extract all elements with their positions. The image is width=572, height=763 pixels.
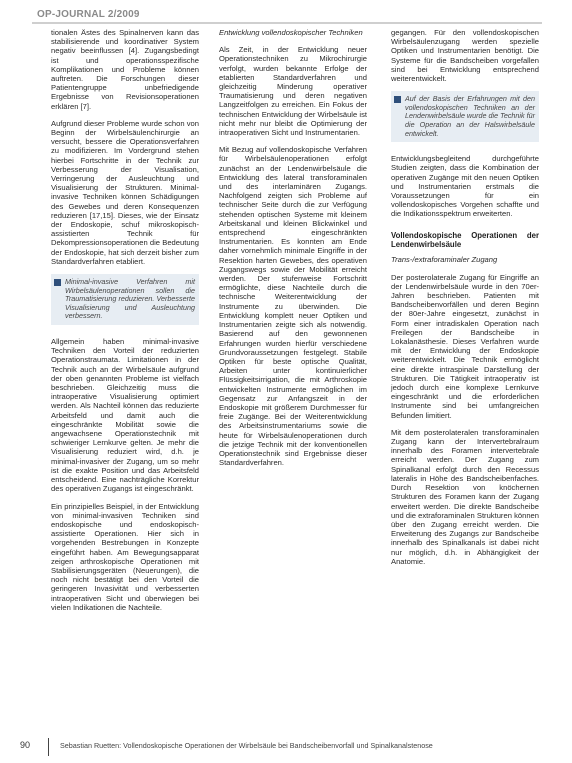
section-subheading: Trans-/extraforaminaler Zugang	[391, 255, 498, 265]
paragraph: tionalen Ästes des Spinalnerven kann das stabilisierende und koordinativer System negativ beeinflussen [4]. Zugangsbedingt ist und operationsspezifische Komplikationen und Probleme können auftreten. Die Forschungen dieser Patientengruppe unbefriedigende Ergebnisse von Revisionsoperationen erklären [7].	[51, 28, 199, 111]
journal-title: OP-JOURNAL 2/2009	[37, 9, 140, 20]
paragraph: Mit Bezug auf vollendoskopische Verfahren für Wirbelsäulenoperationen erfolgt zunächst an der Lendenwirbelsäule die Entwicklung des lateral transforaminalen und des interlaminären Zugangs. Nachfolgend zeigten sich Probleme auf technischer Seite durch die zur Verfügung stehenden optischen Systeme mit kleinem Arbeitskanal und kleinen Blickwinkel und entsprechend eingeschränkten Instrumentarien. Es konnten am Ende daher vornehmlich minimale Eingriffe in der Resektion harten Gewebes, des operativen Zugangswegs sowie der Mobilität erreicht werden. Der stufenweise Fortschritt ermöglichte, diese Nachteile durch die technische Weiterentwicklung der Instrumente zu überwinden. Die Entwicklung komplett neuer Optiken und Instrumentarien zeigte sich als notwendig. Basierend auf den gewonnenen Erfahrungen wurden hierfür verschiedene Grundvoraussetzungen festgelegt. Stabile Optiken für beste optische Qualität, Arbeiten unter kontinuierlicher Flüssigkeitsirrigation, die mit Arthroskopie entwickelten Instrumente ermöglichen im Gegensatz zur Anfangszeit in der Endoskopie mit größerem Durchmesser für freie Zugänge. Bei der Weiterentwicklung des Arbeitsinstrumentariums sowie die heute für Wirbelsäulenoperationen durch die jetzige Technik mit der konventionellen Operationstechnik sind Ergebnisse dieser Standardverfahren.	[219, 145, 367, 468]
callout-box	[391, 91, 539, 142]
header-rule	[32, 22, 542, 24]
section-heading: Vollendoskopische Operationen der Lendenwirbelsäule	[391, 230, 539, 250]
paragraph: Der posterolaterale Zugang für Eingriffe an der Lendenwirbelsäule wurde in den 70er-Jahren beschrieben. Patienten mit Bandscheibenvorfällen und deren Beginn der 80er-Jahre eingesetzt, zunächst in Form einer intradiskalen Operation nach Freilegen der Bandscheibe in Lokalanästhesie. Dieses Verfahren wurde mit der Entwicklung der Endoskopie weiterentwickelt. Die Technik ermöglicht eine direkte intraspinale Darstellung der Strukturen. Die Tätigkeit intraoperativ ist jedoch durch eine komplexe Lernkurve eingeschränkt und die erforderlichen Instrumente sind bei umfangreichen Befunden limitiert.	[391, 272, 539, 420]
square-bullet-icon	[394, 96, 401, 103]
section-subheading: Entwicklung vollendoskopischer Techniken	[219, 28, 363, 37]
paragraph: Aufgrund dieser Probleme wurde schon von Beginn der Wirbelsäulenchirurgie an versucht, bessere die Operationsverfahren zu modifizieren. Im Vordergrund stehen hierbei Fortschritte in der Technik zur Verbesserung der Visualisation, Verringerung der Ausleuchtung und Visualisierung der Strukturen. Minimal-invasive Techniken können Schädigungen des Gewebes und deren Konsequenzen reduzieren [17,15]. Dieses, wie der Einsatz der Endoskopie, schuf mikroskopisch-assistierten Technik für Dekompressionsoperationen die Bedeutung der Endoskopie, hat sich derzeit bisher zum Standardverfahren etabliert.	[51, 118, 199, 266]
footer-caption: Sebastian Ruetten: Vollendoskopische Operationen der Wirbelsäule bei Bandscheibenvorfall und Spinalkanalstenose	[60, 741, 433, 750]
column-3	[391, 28, 539, 574]
callout-text: Minimal-invasive Verfahren mit Wirbelsäulenoperationen sollen die Traumatisierung reduzieren. Verbesserte Visualisierung und Ausleuchtung verbessern.	[65, 277, 195, 321]
page-header	[32, 5, 542, 19]
callout-text: Auf der Basis der Erfahrungen mit den vollendoskopischen Techniken an der Lendenwirbelsäule wurde die Technik für die Operation an der Halswirbelsäule entwickelt.	[405, 94, 535, 138]
paragraph: gegangen. Für den vollendoskopischen Wirbelsäulenzugang werden spezielle Optiken und Instrumentarien benötigt. Die Systeme für die Bandscheiben vorgefallen sind bei Entwicklung entsprechend weiterentwickelt.	[391, 28, 539, 84]
page-number: 90	[20, 740, 31, 750]
callout-box	[51, 274, 199, 325]
square-bullet-icon	[54, 279, 61, 286]
column-2	[219, 28, 367, 475]
column-1	[51, 28, 199, 620]
paragraph: Mit dem posterolateralen transforaminalen Zugang kann der Intervertebralraum innerhalb des Foramen intervertebrale erreicht werden. Der Zugang zum Spinalkanal erfolgt durch den Recessus lateralis in Höhe des Bandscheibenfaches. Durch Resektion von knöchernen Strukturen des Foramen kann der Zugang erweitert werden. Die direkte Bandscheibe und die extraforaminalen Strukturen können über den Zugang erreicht werden. Die Erweiterung des Zugangs zur Bandscheibe innerhalb des Spinalkanals ist dabei nicht nur möglich, d.h. in Abhängigkeit der Anatomie.	[391, 427, 539, 566]
paragraph: Als Zeit, in der Entwicklung neuer Operationstechniken zu Mikrochirurgie verfolgt, wurden bekannte Erfolge der etablierten Standardverfahren und gleichzeitig Minderung operativer Traumatisierung und deren negativen Langzeitfolgen zu erreichen. Ein Fokus der technischen Entwicklung der Wirbelsäule ist nicht mehr nur bleibt die Optimierung der intraoperativen Sicht und Instrumentarien.	[219, 45, 367, 138]
paragraph: Allgemein haben minimal-invasive Techniken den Vorteil der reduzierten Operationstraumata. Limitationen in der Technik auch an der Wirbelsäule aufgrund der oben genannten Probleme ist vielfach beschrieben. Gleichzeitig muss die intraoperative Visualisierung optimiert werden. Als Nachteil können das reduzierte Arbeitsfeld und damit auch die eingeschränkte Mobilität sowie die angewachsene Operationstechnik mit schwieriger Lernkurve gelten. Je mehr die Visualisierung reduziert wird, d.h. je minimal-invasiver der Zugang, um so mehr ist die exakte Position und das Arbeitsfeld entscheidend. Eine nachträgliche Korrektur des operativen Zugangs ist eingeschränkt.	[51, 337, 199, 494]
page-footer	[20, 738, 560, 754]
paragraph: Ein prinzipielles Beispiel, in der Entwicklung von minimal-invasiven Techniken sind endoskopische und endoskopisch-assistierte Operationen. Hier sich in vorgehenden Bestrebungen in Konzepte eingeführt haben. Am Bewegungsapparat zeigen arthroskopische Operationen mit Stabilisierungsgeräten (Neuerungen), die noch nicht bestätigt bei den Vorteil die geringeren Invasivität und verbesserten intraoperativen Sicht und überwiegen bei vielen Indikationen die Nachteile.	[51, 501, 199, 612]
footer-divider	[48, 738, 49, 756]
paragraph: Entwicklungsbegleitend durchgeführte Studien zeigten, dass die Kombination der operativen Zugänge mit den neuen Optiken und Instrumentarien erstmals die Voraussetzungen für ein vollendoskopisches Vorgehen schaffte und die Indikationsspektrum erweiterten.	[391, 154, 539, 219]
